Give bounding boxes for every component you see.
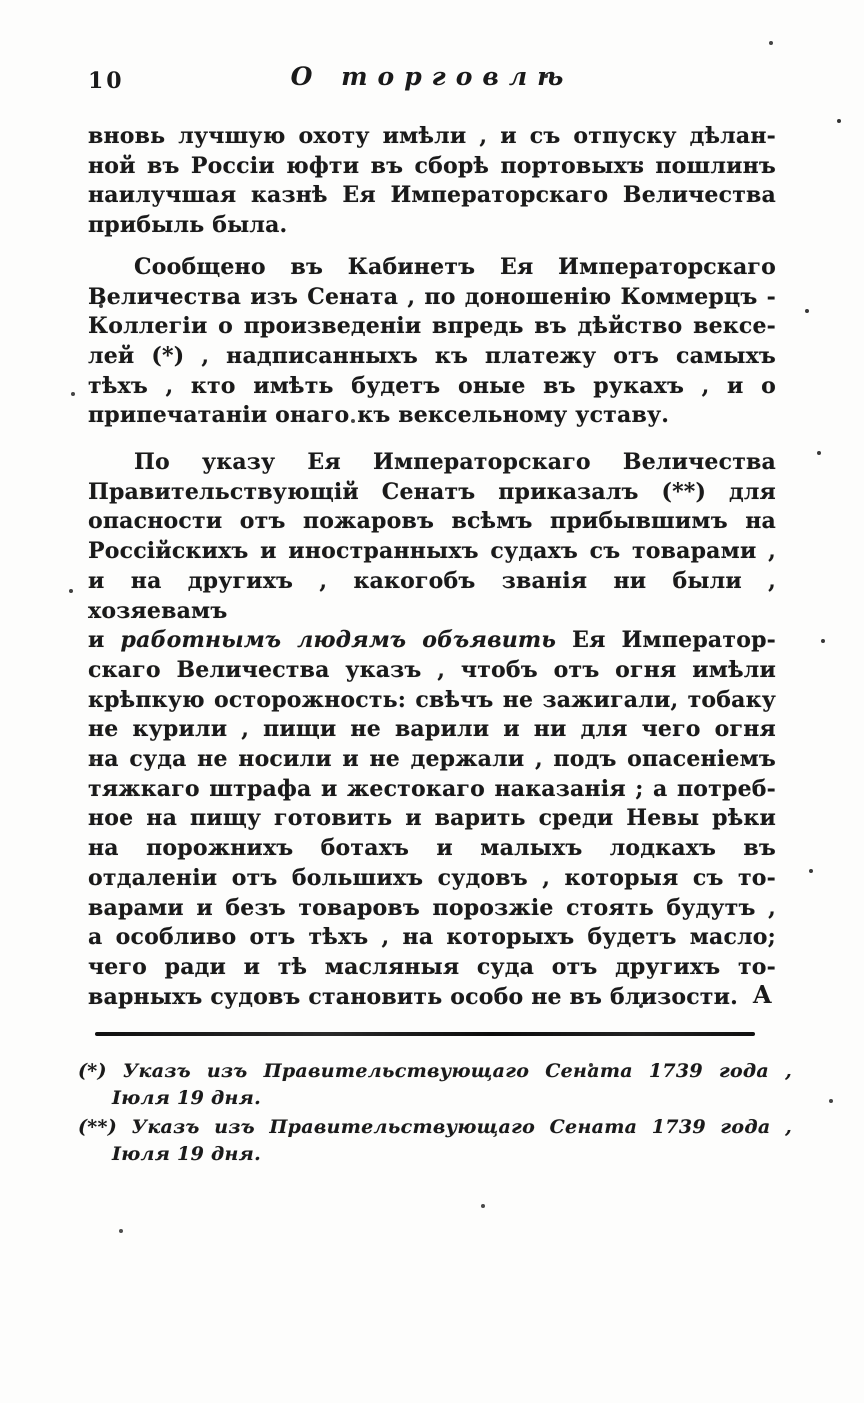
text-line: лей (*) , надписанныхъ къ платежу отъ самыхъ (88, 342, 776, 369)
footnote-line: (**) Указъ изъ Правительствующаго Сената 1739 года , (78, 1116, 792, 1138)
footnote (78, 1058, 792, 1112)
text-line: варныхъ судовъ становить особо не въ близости. (88, 983, 739, 1010)
running-title: О торговлѣ (290, 62, 574, 91)
signature-mark: А (752, 980, 772, 1009)
text-line: отдаленіи отъ большихъ судовъ , которыя съ то- (88, 864, 776, 891)
paragraph (88, 122, 776, 241)
text-line: наилучшая казнѣ Ея Императорскаго Величества (88, 182, 776, 209)
text-line: Коллегіи о произведеніи впредь въ дѣйство вексе- (88, 313, 776, 340)
text-line: на порожнихъ ботахъ и малыхъ лодкахъ въ (88, 835, 776, 862)
text-line: опасности отъ пожаровъ всѣмъ прибывшимъ на (88, 508, 776, 535)
footnote-rule (95, 1032, 755, 1036)
text-line: тѣхъ , кто имѣть будетъ оные въ рукахъ , и о (88, 372, 776, 399)
footnote-line: Іюля 19 дня. (112, 1143, 262, 1165)
text-line: Сообщено въ Кабинетъ Ея Императорскаго (134, 253, 776, 280)
paragraph (88, 253, 776, 431)
footnote-line: Іюля 19 дня. (112, 1087, 262, 1109)
footnotes-block (78, 1058, 792, 1170)
text-segment: Ея Император- (556, 627, 776, 654)
italic-phrase: работнымъ людямъ объявить (120, 627, 557, 654)
paragraph (88, 448, 776, 1012)
text-segment: и (88, 627, 121, 654)
text-line: на суда не носили и не держали , подъ опасеніемъ (88, 746, 776, 773)
text-line: и на другихъ , какогобъ званія ни были , хозяевамъ (88, 567, 776, 624)
text-line: вновь лучшую охоту имѣли , и съ отпуску дѣлан- (88, 123, 776, 149)
text-line: ной въ Россіи юфти въ сборѣ портовыхъ пошлинъ (88, 152, 776, 179)
text-line: тяжкаго штрафа и жестокаго наказанія ; а потреб- (88, 775, 776, 802)
text-line: крѣпкую осторожность: свѣчъ не зажигали, тобаку (88, 686, 776, 713)
text-line: чего ради и тѣ масляныя суда отъ другихъ то- (88, 953, 776, 980)
text-line: Россійскихъ и иностранныхъ судахъ съ товарами , (88, 538, 776, 565)
text-line: прибыль была. (88, 212, 288, 239)
text-line (88, 626, 776, 656)
page-number: 10 (88, 68, 125, 94)
text-line: Правительствующій Сенатъ приказалъ (**) для (88, 478, 776, 505)
text-line: По указу Ея Императорскаго Величества (134, 449, 776, 476)
body-paragraphs (88, 122, 776, 1012)
scan-noise (0, 0, 2, 2)
text-line: скаго Величества указъ , чтобъ отъ огня имѣли (88, 656, 776, 683)
text-line: Величества изъ Сената , по доношенію Коммерцъ - (88, 283, 776, 310)
text-line: не курили , пищи не варили и ни для чего огня (88, 716, 776, 743)
body-text (88, 122, 776, 1012)
text-line: варами и безъ товаровъ порозжіе стоять будутъ , (88, 894, 776, 921)
text-line: ное на пищу готовить и варить среди Невы рѣки (88, 805, 776, 832)
text-line: припечатаніи онаго къ вексельному уставу. (88, 402, 670, 429)
text-line: а особливо отъ тѣхъ , на которыхъ будетъ масло; (88, 924, 776, 951)
footnote-line: (*) Указъ изъ Правительствующаго Сената 1739 года , (78, 1060, 792, 1082)
footnote (78, 1114, 792, 1168)
